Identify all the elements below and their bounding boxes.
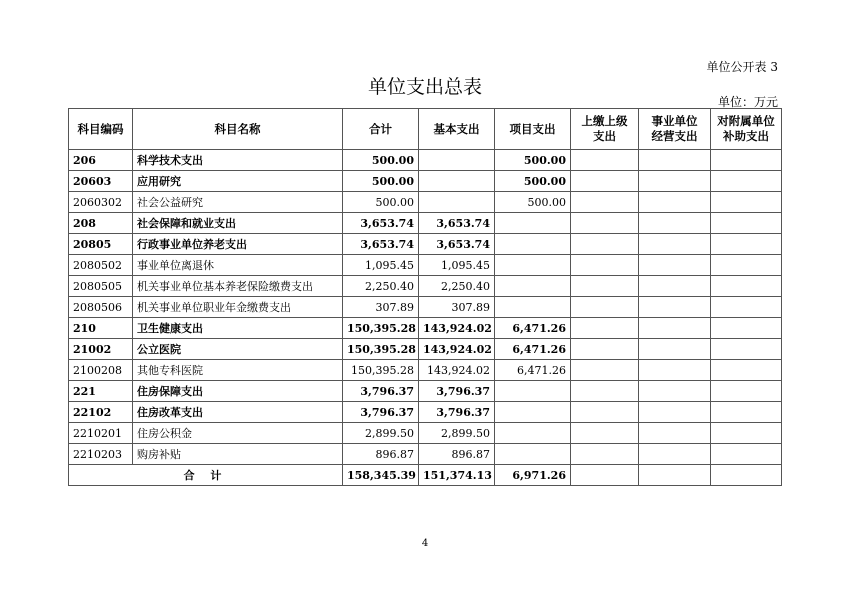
subject-code: 208	[69, 213, 133, 234]
subject-name: 住房公积金	[133, 423, 343, 444]
subject-name: 行政事业单位养老支出	[133, 234, 343, 255]
subject-code: 21002	[69, 339, 133, 360]
empty-cell	[711, 192, 782, 213]
empty-cell	[639, 192, 711, 213]
total-empty-cell	[711, 465, 782, 486]
subject-code: 2080502	[69, 255, 133, 276]
subject-code: 210	[69, 318, 133, 339]
subject-name: 住房保障支出	[133, 381, 343, 402]
project-expenditure	[495, 444, 571, 465]
total-amount: 3,653.74	[343, 234, 419, 255]
empty-cell	[711, 150, 782, 171]
empty-cell	[571, 423, 639, 444]
form-number: 单位公开表 3	[706, 60, 778, 74]
table-row	[69, 213, 782, 234]
empty-cell	[639, 297, 711, 318]
subject-name: 社会保障和就业支出	[133, 213, 343, 234]
total-amount: 150,395.28	[343, 339, 419, 360]
basic-expenditure: 143,924.02	[419, 360, 495, 381]
column-header: 基本支出	[419, 109, 495, 150]
empty-cell	[639, 381, 711, 402]
empty-cell	[571, 192, 639, 213]
total-amount: 2,899.50	[343, 423, 419, 444]
subject-code: 2060302	[69, 192, 133, 213]
empty-cell	[639, 402, 711, 423]
total-amount: 158,345.39	[343, 465, 419, 486]
project-expenditure: 500.00	[495, 192, 571, 213]
project-expenditure	[495, 234, 571, 255]
empty-cell	[711, 360, 782, 381]
empty-cell	[571, 444, 639, 465]
table-row	[69, 444, 782, 465]
empty-cell	[639, 171, 711, 192]
basic-expenditure: 3,796.37	[419, 381, 495, 402]
table-row	[69, 360, 782, 381]
subject-name: 社会公益研究	[133, 192, 343, 213]
table-row	[69, 318, 782, 339]
subject-code: 22102	[69, 402, 133, 423]
subject-name: 购房补贴	[133, 444, 343, 465]
basic-expenditure	[419, 150, 495, 171]
empty-cell	[571, 402, 639, 423]
basic-expenditure: 2,899.50	[419, 423, 495, 444]
empty-cell	[711, 297, 782, 318]
table-row	[69, 234, 782, 255]
empty-cell	[711, 444, 782, 465]
subject-code: 206	[69, 150, 133, 171]
unit-label: 单位：万元	[717, 95, 778, 109]
empty-cell	[571, 339, 639, 360]
empty-cell	[639, 234, 711, 255]
empty-cell	[711, 423, 782, 444]
table-row	[69, 255, 782, 276]
basic-expenditure: 896.87	[419, 444, 495, 465]
empty-cell	[711, 318, 782, 339]
total-label: 合 计	[69, 465, 343, 486]
empty-cell	[639, 360, 711, 381]
basic-expenditure: 1,095.45	[419, 255, 495, 276]
total-amount: 1,095.45	[343, 255, 419, 276]
empty-cell	[571, 297, 639, 318]
total-amount: 3,653.74	[343, 213, 419, 234]
total-amount: 307.89	[343, 297, 419, 318]
subject-name: 应用研究	[133, 171, 343, 192]
basic-expenditure: 307.89	[419, 297, 495, 318]
total-amount: 3,796.37	[343, 381, 419, 402]
project-expenditure: 500.00	[495, 171, 571, 192]
basic-expenditure: 143,924.02	[419, 339, 495, 360]
empty-cell	[639, 339, 711, 360]
subject-code: 2210201	[69, 423, 133, 444]
subject-code: 20603	[69, 171, 133, 192]
column-header: 事业单位 经营支出	[639, 109, 711, 150]
subject-name: 住房改革支出	[133, 402, 343, 423]
column-header: 科目名称	[133, 109, 343, 150]
table-row	[69, 171, 782, 192]
column-header: 合计	[343, 109, 419, 150]
project-expenditure	[495, 255, 571, 276]
project-expenditure: 6,471.26	[495, 318, 571, 339]
subject-code: 2080506	[69, 297, 133, 318]
column-header: 科目编码	[69, 109, 133, 150]
project-expenditure: 6,471.26	[495, 360, 571, 381]
subject-code: 20805	[69, 234, 133, 255]
total-amount: 2,250.40	[343, 276, 419, 297]
empty-cell	[571, 213, 639, 234]
column-header: 对附属单位 补助支出	[711, 109, 782, 150]
table-row	[69, 297, 782, 318]
subject-name: 公立医院	[133, 339, 343, 360]
empty-cell	[711, 339, 782, 360]
basic-expenditure: 3,796.37	[419, 402, 495, 423]
basic-expenditure: 3,653.74	[419, 234, 495, 255]
empty-cell	[571, 318, 639, 339]
total-amount: 500.00	[343, 150, 419, 171]
empty-cell	[571, 171, 639, 192]
total-amount: 3,796.37	[343, 402, 419, 423]
total-empty-cell	[571, 465, 639, 486]
subject-name: 其他专科医院	[133, 360, 343, 381]
table-row	[69, 276, 782, 297]
table-row	[69, 339, 782, 360]
empty-cell	[571, 255, 639, 276]
empty-cell	[711, 171, 782, 192]
empty-cell	[711, 213, 782, 234]
project-expenditure	[495, 213, 571, 234]
total-amount: 150,395.28	[343, 318, 419, 339]
column-header: 上缴上级 支出	[571, 109, 639, 150]
page-number: 4	[421, 538, 429, 549]
empty-cell	[571, 360, 639, 381]
total-amount: 150,395.28	[343, 360, 419, 381]
total-project: 6,971.26	[495, 465, 571, 486]
empty-cell	[571, 276, 639, 297]
subject-name: 机关事业单位职业年金缴费支出	[133, 297, 343, 318]
total-amount: 896.87	[343, 444, 419, 465]
empty-cell	[639, 444, 711, 465]
expenditure-table	[68, 108, 782, 486]
project-expenditure	[495, 402, 571, 423]
basic-expenditure	[419, 171, 495, 192]
subject-name: 事业单位离退休	[133, 255, 343, 276]
total-empty-cell	[639, 465, 711, 486]
project-expenditure	[495, 423, 571, 444]
basic-expenditure: 3,653.74	[419, 213, 495, 234]
project-expenditure	[495, 276, 571, 297]
header-row	[69, 109, 782, 150]
table-row	[69, 150, 782, 171]
empty-cell	[571, 234, 639, 255]
project-expenditure: 500.00	[495, 150, 571, 171]
subject-name: 卫生健康支出	[133, 318, 343, 339]
empty-cell	[639, 150, 711, 171]
empty-cell	[639, 213, 711, 234]
empty-cell	[639, 318, 711, 339]
subject-code: 2210203	[69, 444, 133, 465]
project-expenditure: 6,471.26	[495, 339, 571, 360]
basic-expenditure: 143,924.02	[419, 318, 495, 339]
subject-code: 2080505	[69, 276, 133, 297]
project-expenditure	[495, 381, 571, 402]
empty-cell	[571, 150, 639, 171]
table-row	[69, 423, 782, 444]
total-amount: 500.00	[343, 192, 419, 213]
table-row	[69, 381, 782, 402]
subject-code: 221	[69, 381, 133, 402]
empty-cell	[711, 234, 782, 255]
project-expenditure	[495, 297, 571, 318]
empty-cell	[639, 276, 711, 297]
subject-code: 2100208	[69, 360, 133, 381]
empty-cell	[711, 381, 782, 402]
page-title: 单位支出总表	[367, 76, 482, 98]
total-amount: 500.00	[343, 171, 419, 192]
empty-cell	[639, 423, 711, 444]
basic-expenditure	[419, 192, 495, 213]
empty-cell	[571, 381, 639, 402]
subject-name: 机关事业单位基本养老保险缴费支出	[133, 276, 343, 297]
table-row	[69, 402, 782, 423]
basic-expenditure: 2,250.40	[419, 276, 495, 297]
empty-cell	[711, 402, 782, 423]
table-row	[69, 192, 782, 213]
column-header: 项目支出	[495, 109, 571, 150]
total-basic: 151,374.13	[419, 465, 495, 486]
empty-cell	[639, 255, 711, 276]
subject-name: 科学技术支出	[133, 150, 343, 171]
total-row	[69, 465, 782, 486]
empty-cell	[711, 276, 782, 297]
empty-cell	[711, 255, 782, 276]
